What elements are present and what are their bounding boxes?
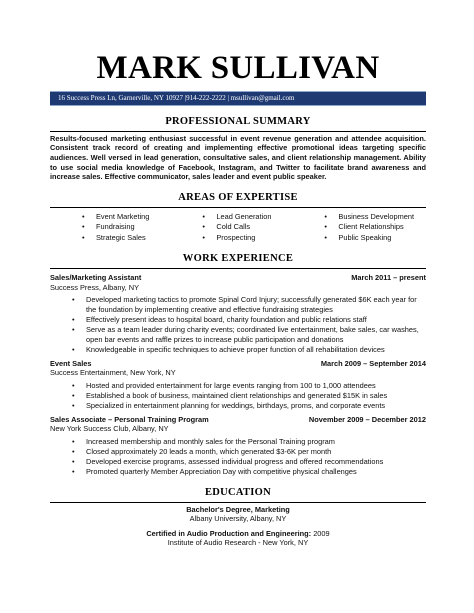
- job-bullet: • Developed marketing tactics to promote Spinal Cord Injury; successfully generated $6K each year for the foundation by implementing creative and effective fundraising strategies: [72, 295, 426, 314]
- skill-item: • Fundraising: [82, 222, 149, 232]
- job-bullet: • Promoted quarterly Member Appreciation Day with competitive physical challenges: [72, 467, 426, 477]
- job-header: [50, 359, 426, 369]
- cert-year: 2009: [313, 528, 330, 538]
- job-bullet: • Serve as a team leader during charity events; coordinated live entertainment, bake sales, car washes, open bar events and raffle prizes to increase public participation and donations: [72, 325, 426, 344]
- expertise-rule: [50, 207, 426, 208]
- job-bullet: • Closed approximately 20 leads a month, which generated $3-6K per month: [72, 447, 426, 457]
- summary-rule: [50, 131, 426, 132]
- job-dates: March 2009 – September 2014: [320, 358, 426, 368]
- job-bullet: • Established a book of business, maintained client relationships and generated $15K in sales: [72, 391, 426, 401]
- expertise-title: AREAS OF EXPERTISE: [178, 191, 298, 203]
- job-header: [50, 273, 426, 283]
- expertise-column-2: [202, 212, 271, 244]
- skill-item: • Lead Generation: [202, 212, 271, 222]
- job-role: Sales Associate – Personal Training Program: [50, 414, 209, 424]
- summary-text: Results-focused marketing enthusiast successful in event revenue generation and attendee acquisition. Consistent track record of creating and implementing effective promotional ideas targeting specific audiences. Well versed in lead generation, consultative sales, and client relationship management. Ability to use social media knowledge of Facebook, Instagram, and Twitter to facilitate brand awareness and increase sales. Effective communicator, sales leader and event public speaker.: [50, 133, 426, 182]
- job-bullets: [50, 295, 426, 354]
- expertise-column-3: [324, 212, 414, 244]
- job-bullets: [50, 437, 426, 477]
- expertise-column-1: [82, 212, 149, 244]
- job-bullet: • Specialized in entertainment planning for weddings, birthdays, proms, and corporate events: [72, 401, 426, 411]
- education-title: EDUCATION: [204, 486, 272, 498]
- school: Albany University, Albany, NY: [189, 514, 287, 524]
- job-bullet: • Effectively present ideas to hospital board, charity foundation and public relations staff: [72, 315, 426, 325]
- job-bullet: • Increased membership and monthly sales for the Personal Training program: [72, 437, 426, 447]
- job-company: New York Success Club, Albany, NY: [50, 424, 169, 434]
- job-dates: March 2011 – present: [351, 273, 426, 283]
- job-bullet: • Knowledgeable in specific techniques to achieve proper function of all rehabilitation devices: [72, 345, 426, 355]
- degree: Bachelor's Degree, Marketing: [186, 504, 290, 514]
- skill-item: • Prospecting: [202, 233, 271, 243]
- skill-item: • Cold Calls: [202, 222, 271, 232]
- education-section: [50, 505, 426, 549]
- job-dates: November 2009 – December 2012: [308, 414, 426, 424]
- candidate-name: MARK SULLIVAN: [96, 50, 380, 86]
- skill-item: • Event Marketing: [82, 212, 149, 222]
- job-company: Success Press, Albany, NY: [50, 282, 139, 292]
- job-role: Event Sales: [50, 358, 92, 368]
- summary-title: PROFESSIONAL SUMMARY: [165, 116, 311, 128]
- job-header: [50, 415, 426, 425]
- job-entry: [50, 359, 426, 411]
- skill-item: • Client Relationships: [324, 222, 414, 232]
- cert-label: Certified in Audio Production and Engineering:: [146, 528, 312, 538]
- skill-item: • Strategic Sales: [82, 233, 149, 243]
- contact-bar: 16 Success Press Ln, Garnerville, NY 10927 |914-222-2222 | msullivan@gmail.com: [50, 91, 426, 106]
- job-bullet: • Developed exercise programs, assessed individual progress and offered recommendations: [72, 457, 426, 467]
- certification: [50, 529, 426, 539]
- job-entry: [50, 415, 426, 477]
- experience-title: WORK EXPERIENCE: [182, 253, 294, 265]
- skill-item: • Public Speaking: [324, 233, 414, 243]
- job-entry: [50, 273, 426, 355]
- skill-item: • Business Development: [324, 212, 414, 222]
- education-rule: [50, 502, 426, 503]
- experience-rule: [50, 268, 426, 269]
- job-role: Sales/Marketing Assistant: [50, 273, 142, 283]
- job-company: Success Entertainment, New York, NY: [50, 368, 176, 378]
- job-bullet: • Hosted and provided entertainment for large events ranging from 100 to 1,000 attendees: [72, 381, 426, 391]
- cert-school: Institute of Audio Research - New York, NY: [167, 538, 309, 548]
- expertise-list: [50, 210, 426, 244]
- job-bullets: [50, 381, 426, 411]
